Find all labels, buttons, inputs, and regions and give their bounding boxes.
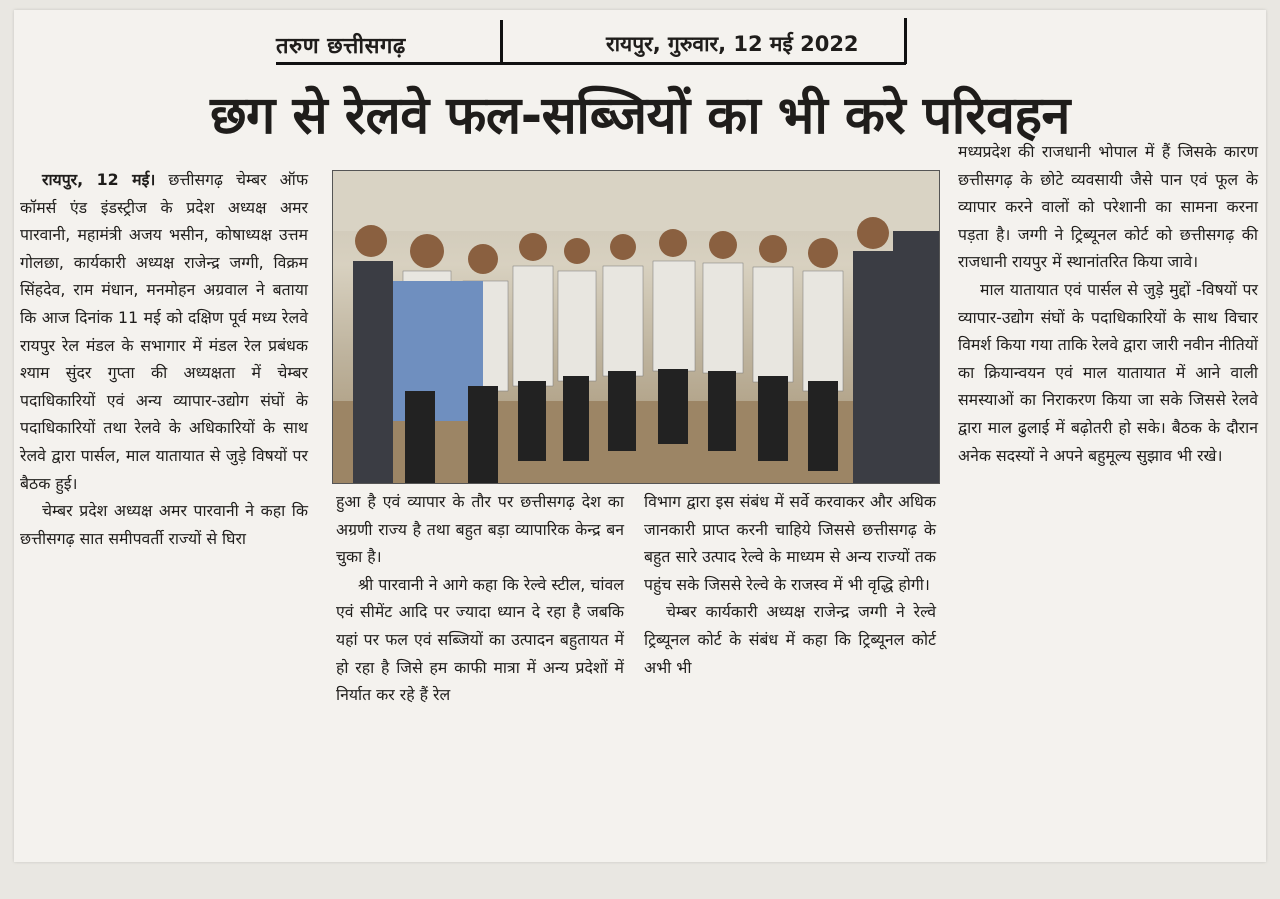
paragraph-3: हुआ है एवं व्यापार के तौर पर छत्तीसगढ़ देश का अग्रणी राज्य है तथा बहुत बड़ा व्यापारिक केन्द्र बन चुका है।: [336, 492, 624, 567]
dateline: रायपुर, 12 मई।: [42, 170, 156, 189]
masthead-end-rule: [904, 18, 907, 64]
paragraph-6: चेम्बर कार्यकारी अध्यक्ष राजेन्द्र जग्गी ने रेल्वे ट्रिब्यूनल कोर्ट के संबंध में कहा कि ट्रिब्यूनल कोर्ट अभी भी: [644, 602, 936, 677]
masthead-divider: [500, 20, 503, 64]
article-column-3: [644, 488, 936, 681]
paragraph-5: विभाग द्वारा इस संबंध में सर्वे करवाकर और अधिक जानकारी प्राप्त करनी चाहिये जिससे छत्तीसगढ़ के बहुत सारे उत्पाद रेल्वे के माध्यम से अन्य राज्यों तक पहुंच सके जिससे रेल्वे के राजस्व में भी वृद्धि होगी।: [644, 492, 936, 594]
group-photo-icon: [333, 171, 939, 483]
newspaper-clipping: [14, 10, 1266, 862]
article-column-2: [336, 488, 624, 709]
paragraph-1: छत्तीसगढ़ चेम्बर ऑफ कॉमर्स एंड इंडस्ट्रीज के प्रदेश अध्यक्ष अमर पारवानी, महामंत्री अजय भसीन, कोषाध्यक्ष उत्तम गोलछा, कार्यकारी अध्यक्ष राजेन्द्र जग्गी, विक्रम सिंहदेव, राम मंधान, मनमोहन अग्रवाल ने बताया कि आज दिनांक 11 मई को दक्षिण पूर्व मध्य रेलवे रायपुर रेल मंडल के सभागार में मंडल रेल प्रबंधक श्याम सुंदर गुप्ता की अध्यक्षता में चेम्बर पदाधिकारियों एवं अन्य व्यापार-उद्योग संघों के पदाधिकारियों तथा रेलवे के अधिकारियों के साथ रेलवे द्वारा पार्सल, माल यातायात से जुड़े विषयों पर बैठक हुई।: [20, 170, 309, 493]
group-photo: [332, 170, 940, 484]
masthead-underline: [276, 62, 906, 65]
paragraph-4: श्री पारवानी ने आगे कहा कि रेल्वे स्टील, चांवल एवं सीमेंट आदि पर ज्यादा ध्यान दे रहा है जबकि यहां पर फल एवं सब्जियों का उत्पादन बहुतायत में हो रहा है जिसे हम काफी मात्रा में अन्य प्रदेशों में निर्यात कर रहे हैं रेल: [336, 574, 624, 705]
paragraph-8: माल यातायात एवं पार्सल से जुड़े मुद्दों -विषयों पर व्यापार-उद्योग संघों के पदाधिकारियों के साथ विचार विमर्श किया गया ताकि रेलवे द्वारा जारी नवीन नीतियों का क्रियान्वयन एवं माल यातायात में आने वाली समस्याओं का निराकरण किया जा सके जिससे रेलवे द्वारा माल ढुलाई में बढ़ोतरी हो सके। बैठक के दौरान अनेक सदस्यों ने अपने बहुमूल्य सुझाव भी रखे।: [958, 279, 1258, 465]
paragraph-2: चेम्बर प्रदेश अध्यक्ष अमर पारवानी ने कहा कि छत्तीसगढ़ सात समीपवर्ती राज्यों से घिरा: [20, 501, 308, 548]
masthead: [276, 18, 928, 68]
article-column-1: [20, 166, 308, 552]
paper-name: तरुण छत्तीसगढ़: [276, 34, 406, 59]
headline: छग से रेलवे फल-सब्जियों का भी करे परिवहन: [210, 86, 1070, 146]
paragraph-7: मध्यप्रदेश की राजधानी भोपाल में हैं जिसके कारण छत्तीसगढ़ के छोटे व्यवसायी जैसे पान एवं फूल के व्यापार करने वालों को परेशानी का सामना करना पड़ता है। जग्गी ने ट्रिब्यूनल कोर्ट को छत्तीसगढ़ की राजधानी रायपुर में स्थानांतरित किया जावे।: [958, 142, 1258, 272]
masthead-date: रायपुर, गुरुवार, 12 मई 2022: [606, 32, 859, 56]
article-column-4: [958, 138, 1258, 469]
